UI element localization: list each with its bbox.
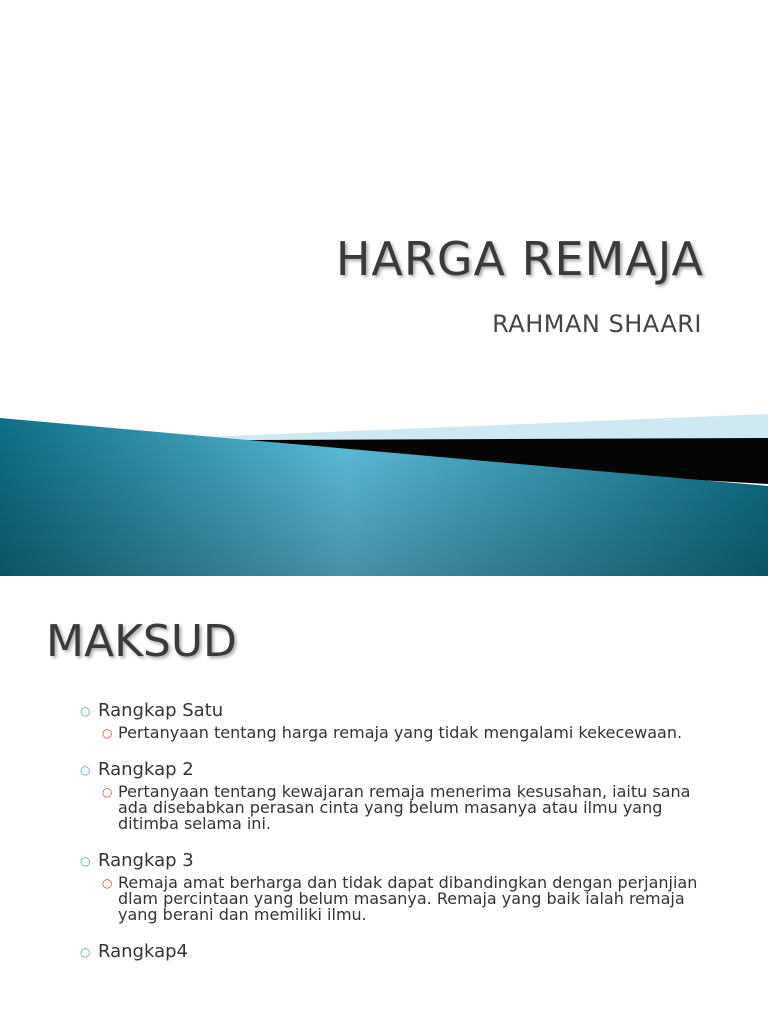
- circle-bullet-icon: ○: [102, 876, 113, 890]
- decorative-banner: [0, 410, 768, 576]
- section-text: Pertanyaan tentang harga remaja yang tidak mengalami kekecewaan.: [118, 723, 683, 742]
- bullet-list: [80, 700, 720, 981]
- section-heading: Rangkap 3: [98, 850, 194, 871]
- section-heading: Rangkap Satu: [98, 700, 224, 721]
- circle-bullet-icon: ○: [80, 854, 91, 868]
- circle-bullet-icon: ○: [80, 704, 91, 718]
- slide-title: HARGA REMAJA: [335, 232, 704, 286]
- section-text: Remaja amat berharga dan tidak dapat dibandingkan dengan perjanjian dlam percintaan yang belum masanya. Remaja yang baik ialah remaja yang berani dan memiliki ilmu.: [118, 873, 698, 924]
- list-item: [80, 941, 720, 963]
- section-heading: Rangkap4: [98, 941, 188, 962]
- banner-light-strip: [180, 414, 768, 440]
- slide-subtitle: RAHMAN SHAARI: [492, 310, 702, 338]
- list-item: [80, 850, 720, 923]
- circle-bullet-icon: ○: [80, 763, 91, 777]
- list-item: [80, 759, 720, 832]
- circle-bullet-icon: ○: [102, 785, 113, 799]
- section-heading: Rangkap 2: [98, 759, 194, 780]
- content-slide: [0, 576, 768, 1024]
- section-text: Pertanyaan tentang kewajaran remaja menerima kesusahan, iaitu sana ada disebabkan perasan cinta yang belum masanya atau ilmu yang ditimba selama ini.: [118, 782, 691, 833]
- circle-bullet-icon: ○: [80, 945, 91, 959]
- slide-heading: MAKSUD: [46, 616, 237, 667]
- list-item: [80, 700, 720, 741]
- circle-bullet-icon: ○: [102, 726, 113, 740]
